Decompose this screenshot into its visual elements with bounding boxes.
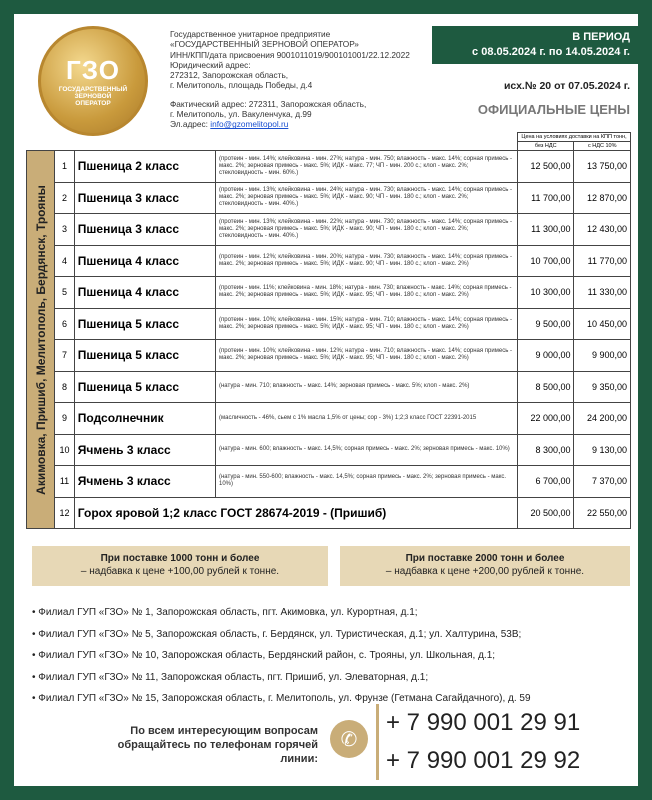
cell-spec: (протеин - мин. 12%; клейковина - мин. 20%; натура - мин. 730; влажность - макс. 14%; сорная примесь - макс. 2%; зерновая примесь - макс. 5%; ИДК - макс. 90; ЧП - мин. 180 с.; клоп - макс. 2%) bbox=[216, 245, 518, 277]
cell-p2: 24 200,00 bbox=[574, 403, 631, 435]
cell-name: Ячмень 3 класс bbox=[74, 434, 215, 466]
org-name1: Государственное унитарное предприятие bbox=[170, 29, 331, 39]
cell-n: 6 bbox=[55, 308, 75, 340]
cell-p2: 7 370,00 bbox=[574, 466, 631, 498]
table-row bbox=[27, 466, 631, 498]
price-table bbox=[26, 132, 631, 529]
period-box bbox=[432, 26, 638, 64]
cell-p2: 22 550,00 bbox=[574, 497, 631, 529]
org-inn: ИНН/КПП/дата присвоения 9001011019/900101001/22.12.2022 bbox=[170, 49, 410, 60]
cell-p2: 12 870,00 bbox=[574, 182, 631, 214]
hotline-line1: По всем интересующим вопросам bbox=[130, 725, 318, 737]
cell-n: 11 bbox=[55, 466, 75, 498]
cell-name: Ячмень 3 класс bbox=[74, 466, 215, 498]
cell-p1: 11 700,00 bbox=[518, 182, 574, 214]
table-row bbox=[27, 340, 631, 372]
cell-p1: 8 300,00 bbox=[518, 434, 574, 466]
cell-p2: 9 130,00 bbox=[574, 434, 631, 466]
table-row bbox=[27, 214, 631, 246]
table-row bbox=[27, 497, 631, 529]
divider bbox=[376, 704, 379, 780]
email-label: Эл.адрес: bbox=[170, 119, 211, 130]
cell-name: Пшеница 4 класс bbox=[74, 277, 215, 309]
document bbox=[14, 14, 638, 786]
legal-address-line2: г. Мелитополь, площадь Победы, д.4 bbox=[170, 80, 313, 91]
cell-name: Пшеница 3 класс bbox=[74, 182, 215, 214]
cell-name: Пшеница 2 класс bbox=[74, 151, 215, 183]
table-row bbox=[27, 434, 631, 466]
bonus-2000 bbox=[340, 546, 630, 586]
cell-n: 1 bbox=[55, 151, 75, 183]
logo-line2: ЗЕРНОВОЙ bbox=[74, 93, 112, 100]
page-title: ОФИЦИАЛЬНЫЕ ЦЕНЫ bbox=[477, 102, 630, 117]
cell-n: 2 bbox=[55, 182, 75, 214]
cell-p2: 12 430,00 bbox=[574, 214, 631, 246]
phone-numbers bbox=[386, 704, 580, 780]
actual-address-line2: г. Мелитополь, ул. Вакуленчука, д.99 bbox=[170, 109, 312, 120]
actual-address-line1: Фактический адрес: 272311, Запорожская область, bbox=[170, 98, 367, 109]
cell-name: Пшеница 5 класс bbox=[74, 340, 215, 372]
cell-n: 12 bbox=[55, 497, 75, 529]
cell-spec: (протеин - мин. 11%; клейковина - мин. 18%; натура - мин. 730; влажность - макс. 14%; сорная примесь - макс. 2%; зерновая примесь - макс. 5%; ИДК - макс. 95; ЧП - мин. 180 с.; клоп - макс. 2%) bbox=[216, 277, 518, 309]
cell-spec: (натура - мин. 710; влажность - макс. 14%; зерновая примесь - макс. 5%; клоп - макс. 2%) bbox=[216, 371, 518, 403]
cell-p1: 22 000,00 bbox=[518, 403, 574, 435]
bonus-1000-text: – надбавка к цене +100,00 рублей к тонне. bbox=[80, 566, 280, 577]
bonus-1000 bbox=[32, 546, 328, 586]
cell-p1: 8 500,00 bbox=[518, 371, 574, 403]
cell-name: Пшеница 5 класс bbox=[74, 371, 215, 403]
document-reference: исх.№ 20 от 07.05.2024 г. bbox=[503, 80, 630, 92]
table-row bbox=[27, 245, 631, 277]
logo-abbr: ГЗО bbox=[66, 55, 120, 85]
org-details bbox=[170, 29, 440, 130]
branch-item: • Филиал ГУП «ГЗО» № 10, Запорожская область, Бердянский район, с. Трояны, ул. Школьная, д.1; bbox=[32, 650, 496, 661]
period-label: В ПЕРИОД bbox=[572, 31, 630, 43]
table-row bbox=[27, 371, 631, 403]
cell-p1: 10 700,00 bbox=[518, 245, 574, 277]
cell-spec: (протеин - мин. 10%; клейковина - мин. 15%; натура - мин. 710; влажность - макс. 14%; сорная примесь - макс. 2%; зерновая примесь - макс. 5%; ИДК - макс. 95; ЧП - мин. 180 с.; клоп - макс. 2%) bbox=[216, 308, 518, 340]
table-row bbox=[27, 308, 631, 340]
cell-name: Пшеница 4 класс bbox=[74, 245, 215, 277]
cell-p1: 6 700,00 bbox=[518, 466, 574, 498]
table-row bbox=[27, 151, 631, 183]
cell-spec: (протеин - мин. 14%; клейковина - мин. 27%; натура - мин. 750; влажность - макс. 14%; сорная примесь - макс. 2%; зерновая примесь - макс. 5%; ИДК - макс. 77; ЧП - мин. 200 с.; клоп - макс. 2%; стекловидность - мин. 60%.) bbox=[216, 151, 518, 183]
cell-p1: 9 500,00 bbox=[518, 308, 574, 340]
branch-item: • Филиал ГУП «ГЗО» № 5, Запорожская область, г. Бердянск, ул. Туристическая, д.1; ул. Халтурина, 53В; bbox=[32, 628, 522, 640]
col-vat: с НДС 10% bbox=[574, 142, 631, 151]
cell-p2: 11 330,00 bbox=[574, 277, 631, 309]
cell-n: 9 bbox=[55, 403, 75, 435]
cell-p2: 11 770,00 bbox=[574, 245, 631, 277]
logo-line1: ГОСУДАРСТВЕННЫЙ bbox=[58, 86, 128, 93]
branch-item: • Филиал ГУП «ГЗО» № 1, Запорожская область, пгт. Акимовка, ул. Курортная, д.1; bbox=[32, 607, 418, 618]
region-side-label: Акимовка, Пришиб, Мелитополь, Бердянск, Трояны bbox=[27, 151, 55, 529]
cell-p2: 10 450,00 bbox=[574, 308, 631, 340]
phone-number-1[interactable]: + 7 990 001 29 91 bbox=[386, 709, 581, 736]
cell-n: 8 bbox=[55, 371, 75, 403]
cell-spec: (натура - мин. 550-600; влажность - макс. 14,5%; сорная примесь - макс. 2%; зерновая примесь - макс. 10%) bbox=[216, 466, 518, 498]
col-no-vat: без НДС bbox=[518, 142, 574, 151]
cell-spec: (натура - мин. 600; влажность - макс. 14,5%; сорная примесь - макс. 2%; зерновая примесь - макс. 10%) bbox=[216, 434, 518, 466]
cell-spec: (протеин - мин. 13%; клейковина - мин. 24%; натура - мин. 730; влажность - макс. 14%; сорная примесь - макс. 2%; зерновая примесь - макс. 5%; ИДК - макс. 90; ЧП - мин. 180 с.; клоп - макс. 2%; стекловидность - мин. 40%.) bbox=[216, 182, 518, 214]
cell-p1: 11 300,00 bbox=[518, 214, 574, 246]
cell-n: 5 bbox=[55, 277, 75, 309]
cell-p2: 13 750,00 bbox=[574, 151, 631, 183]
cell-p1: 9 000,00 bbox=[518, 340, 574, 372]
branches-list bbox=[32, 602, 632, 710]
cell-p2: 9 350,00 bbox=[574, 371, 631, 403]
company-logo bbox=[38, 26, 148, 136]
cell-name: Подсолнечник bbox=[74, 403, 215, 435]
hotline-line2: обращайтесь по телефонам горячей линии: bbox=[117, 739, 318, 765]
cell-name: Горох яровой 1;2 класс ГОСТ 28674-2019 - (Пришиб) bbox=[74, 497, 517, 529]
hotline-text bbox=[86, 724, 318, 766]
org-name2: «ГОСУДАРСТВЕННЫЙ ЗЕРНОВОЙ ОПЕРАТОР» bbox=[170, 39, 359, 50]
bonus-2000-title: При поставке 2000 тонн и более bbox=[405, 553, 565, 564]
cell-p1: 10 300,00 bbox=[518, 277, 574, 309]
table-row bbox=[27, 182, 631, 214]
branch-item: • Филиал ГУП «ГЗО» № 11, Запорожская область, пгт. Пришиб, ул. Элеваторная, д.1; bbox=[32, 671, 429, 683]
cell-p1: 12 500,00 bbox=[518, 151, 574, 183]
cell-p1: 20 500,00 bbox=[518, 497, 574, 529]
phone-number-2[interactable]: + 7 990 001 29 92 bbox=[386, 747, 581, 774]
table-row bbox=[27, 277, 631, 309]
cell-name: Пшеница 3 класс bbox=[74, 214, 215, 246]
table-row bbox=[27, 403, 631, 435]
cell-n: 7 bbox=[55, 340, 75, 372]
cell-spec: (масличность - 46%, сьем с 1% масла 1,5% от цены; сор - 3%) 1;2;3 класс ГОСТ 22391-2015 bbox=[216, 403, 518, 435]
legal-address-label: Юридический адрес: bbox=[170, 59, 251, 70]
logo-line3: ОПЕРАТОР bbox=[75, 100, 111, 107]
cell-p2: 9 900,00 bbox=[574, 340, 631, 372]
bonus-2000-text: – надбавка к цене +200,00 рублей к тонне. bbox=[385, 566, 585, 577]
cell-n: 3 bbox=[55, 214, 75, 246]
cell-spec: (протеин - мин. 13%; клейковина - мин. 22%; натура - мин. 730; влажность - макс. 14%; сорная примесь - макс. 2%; зерновая примесь - макс. 5%; ИДК - макс. 90; ЧП - мин. 180 с.; клоп - макс. 2%; стекловидность - мин. 40%.) bbox=[216, 214, 518, 246]
email-link[interactable]: info@gzomelitopol.ru bbox=[210, 119, 289, 130]
period-dates: с 08.05.2024 г. по 14.05.2024 г. bbox=[472, 46, 630, 58]
cell-name: Пшеница 5 класс bbox=[74, 308, 215, 340]
branch-item: • Филиал ГУП «ГЗО» № 15, Запорожская область, г. Мелитополь, ул. Фрунзе (Гетмана Сагайдачного), д. 59 bbox=[32, 693, 531, 704]
legal-address-line1: 272312, Запорожская область, bbox=[170, 70, 289, 81]
cell-n: 10 bbox=[55, 434, 75, 466]
cell-n: 4 bbox=[55, 245, 75, 277]
bonus-1000-title: При поставке 1000 тонн и более bbox=[100, 553, 260, 564]
phone-icon: ✆ bbox=[330, 720, 368, 758]
cell-spec: (протеин - мин. 10%; клейковина - мин. 12%; натура - мин. 710; влажность - макс. 14%; сорная примесь - макс. 2%; зерновая примесь - макс. 5%; ИДК - макс. 95; ЧП - мин. 180 с.; клоп - макс. 2%) bbox=[216, 340, 518, 372]
price-header: Цена на условиях доставки на КПП тонн, bbox=[518, 133, 631, 142]
